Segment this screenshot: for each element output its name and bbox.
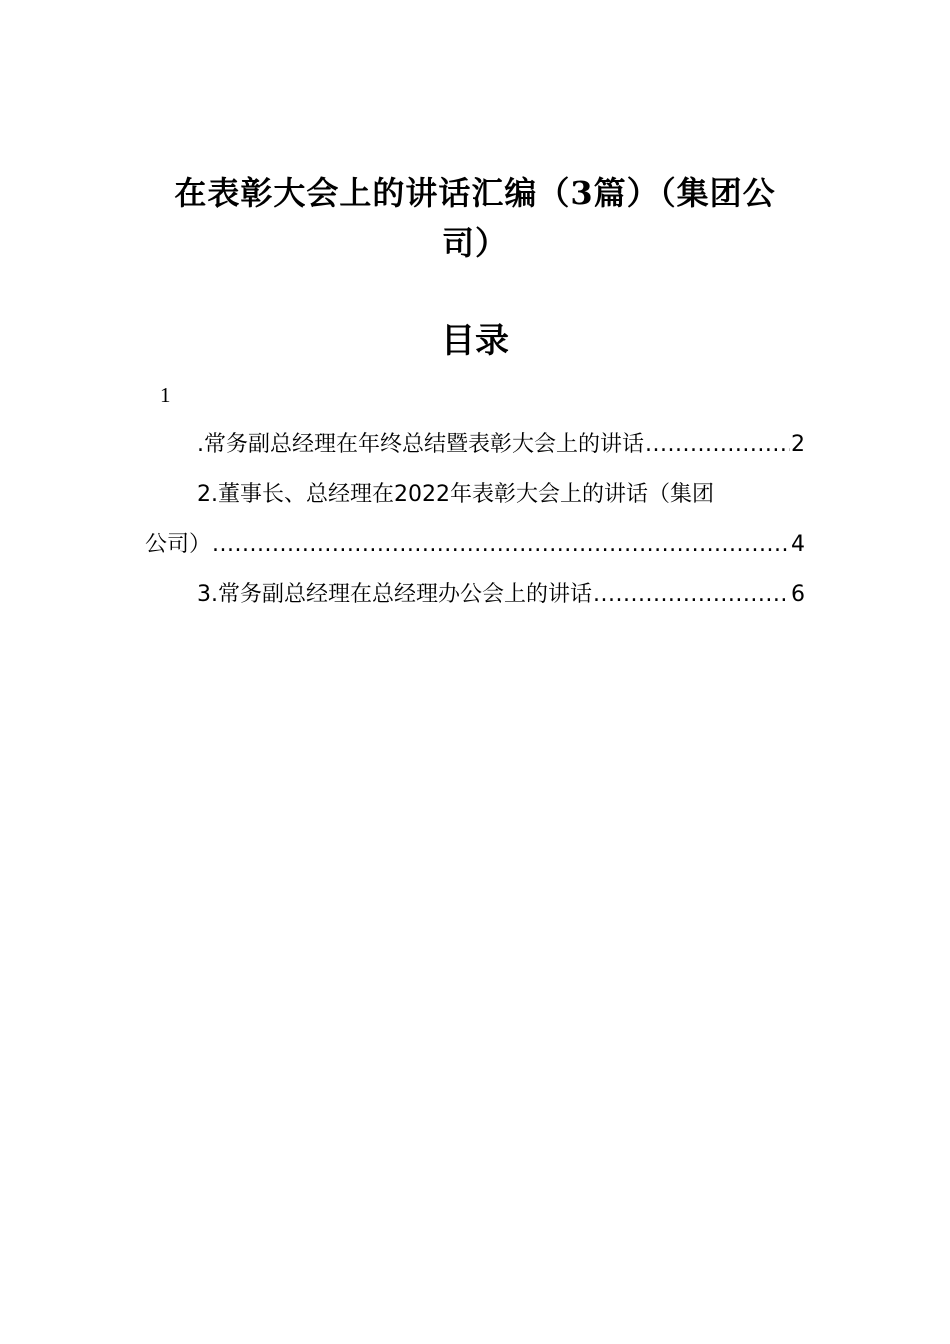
toc-leader-dots	[645, 420, 790, 470]
toc-entry-1-line	[145, 420, 805, 470]
toc-entry-3-text: 3.常务副总经理在总经理办公会上的讲话	[197, 582, 592, 607]
toc-entry-2-line-1: 2.董事长、总经理在2022年表彰大会上的讲话（集团	[197, 482, 714, 507]
toc-entry-3-page: 6	[791, 582, 805, 607]
toc-entry-3-line	[145, 570, 805, 620]
toc-entry-2[interactable]	[145, 470, 805, 570]
toc-leader-dots	[212, 520, 790, 570]
stray-list-number: 1	[160, 383, 171, 407]
toc-leader-dots	[593, 570, 790, 620]
toc-entry-1[interactable]	[145, 420, 805, 470]
toc-heading: 目录	[441, 321, 509, 361]
toc-entry-2-text-continued: 公司）	[145, 532, 212, 557]
document-title	[145, 168, 805, 268]
document-title-line-1: 在表彰大会上的讲话汇编（3篇）（集团公	[174, 174, 776, 212]
toc-entry-1-text: .常务副总经理在年终总结暨表彰大会上的讲话	[197, 432, 644, 457]
toc-entry-3[interactable]	[145, 570, 805, 620]
toc-entry-2-page: 4	[791, 532, 805, 557]
document-title-line-2: 司）	[441, 224, 508, 262]
toc-entry-2-line-2	[145, 520, 805, 570]
toc-entry-1-page: 2	[791, 432, 805, 457]
table-of-contents	[145, 420, 805, 620]
